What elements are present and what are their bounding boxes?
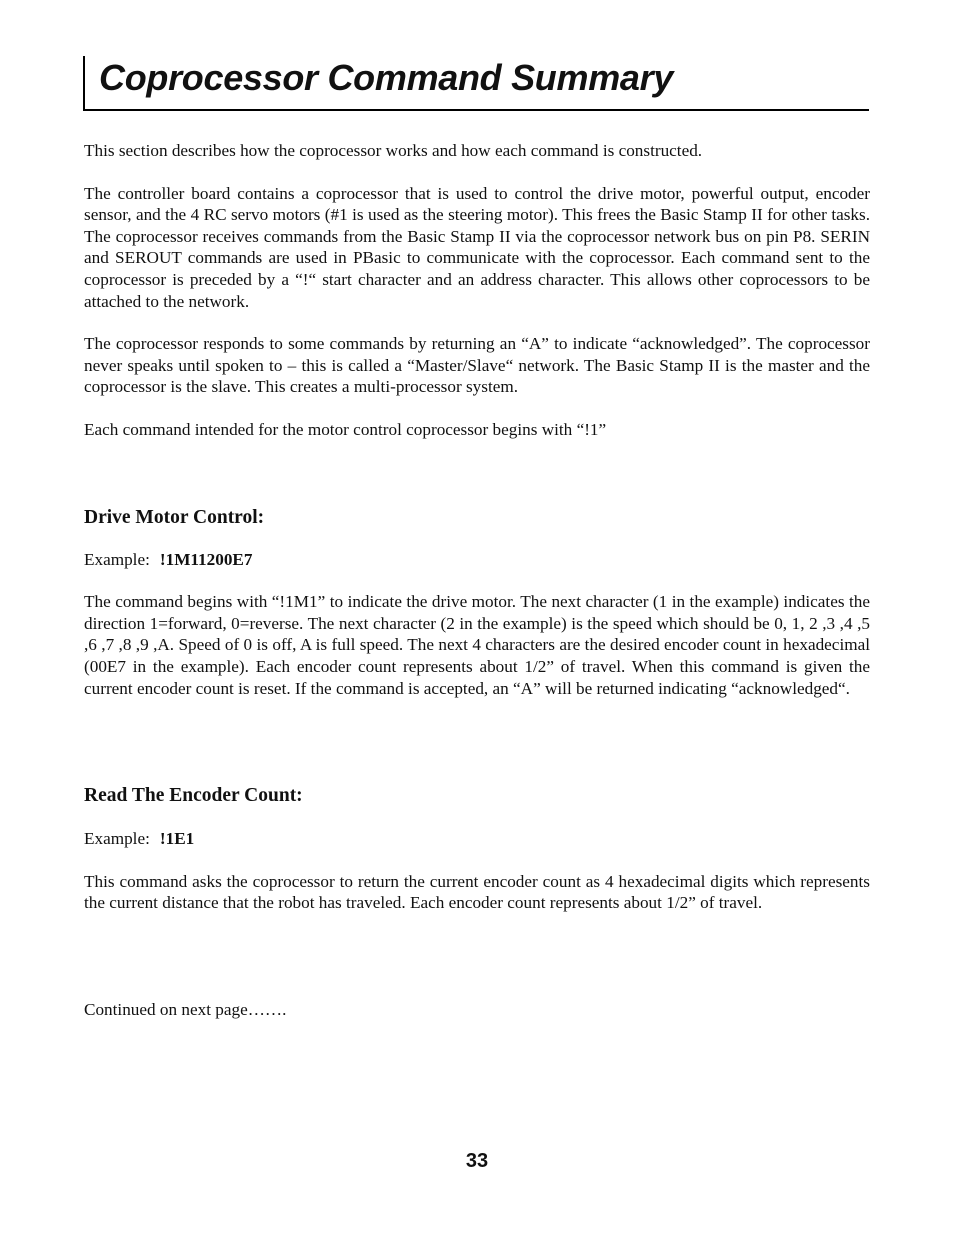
intro-paragraph: The controller board contains a coprocessor that is used to control the drive motor, powerful output, encoder sensor, and the 4 RC servo motors (#1 is used as the steering motor). This frees the Basic Stamp II for other tasks. The coprocessor receives commands from the Basic Stamp II via the coprocessor network bus on pin P8. SERIN and SEROUT commands are used in PBasic to communicate with the coprocessor. Each command sent to the coprocessor is preceded by a “!“ start character and an address character. This allows other coprocessors to be attached to the network. — [84, 183, 870, 311]
example-code: !1M11200E7 — [159, 549, 253, 569]
title-box — [83, 56, 869, 111]
example-line — [84, 549, 870, 571]
section-body: The command begins with “!1M1” to indicate the drive motor. The next character (1 in the example) indicates the direction 1=forward, 0=reverse. The next character (2 in the example) is the speed which should be 0, 1, 2 ,3 ,4 ,5 ,6 ,7 ,8 ,9 ,A. Speed of 0 is off, A is full speed. The next 4 characters are the desired encoder count in hexadecimal (00E7 in the example). Each encoder count represents about 1/2” of travel. When this command is given the current encoder count is reset. If the command is accepted, an “A” will be returned indicating “acknowledged“. — [84, 592, 870, 698]
document-body — [84, 140, 870, 1020]
section-heading: Drive Motor Control: — [84, 506, 265, 528]
intro-paragraph: This section describes how the coprocessor works and how each command is constructed. — [84, 141, 703, 160]
page-number: 33 — [465, 1150, 489, 1172]
example-label: Example: — [84, 829, 150, 849]
intro-paragraph: Each command intended for the motor control coprocessor begins with “!1” — [84, 419, 607, 439]
intro-paragraph: The coprocessor responds to some commands by returning an “A” to indicate “acknowledged”. The coprocessor never speaks until spoken to – this is called a “Master/Slave“ network. The Basic Stamp II is the master and the coprocessor is the slave. This creates a multi-processor system. — [84, 334, 870, 397]
section-heading: Read The Encoder Count: — [84, 785, 303, 807]
section-drive-motor — [84, 506, 870, 700]
example-code: !1E1 — [159, 829, 195, 849]
section-encoder-count — [84, 784, 870, 914]
example-label: Example: — [84, 549, 150, 569]
page-title: Coprocessor Command Summary — [99, 57, 674, 98]
example-line — [84, 828, 870, 850]
section-body: This command asks the coprocessor to return the current encoder count as 4 hexadecimal digits which represents the current distance that the robot has traveled. Each encoder count represents about 1/2” of travel. — [84, 871, 870, 913]
continued-note: Continued on next page……. — [84, 999, 287, 1019]
